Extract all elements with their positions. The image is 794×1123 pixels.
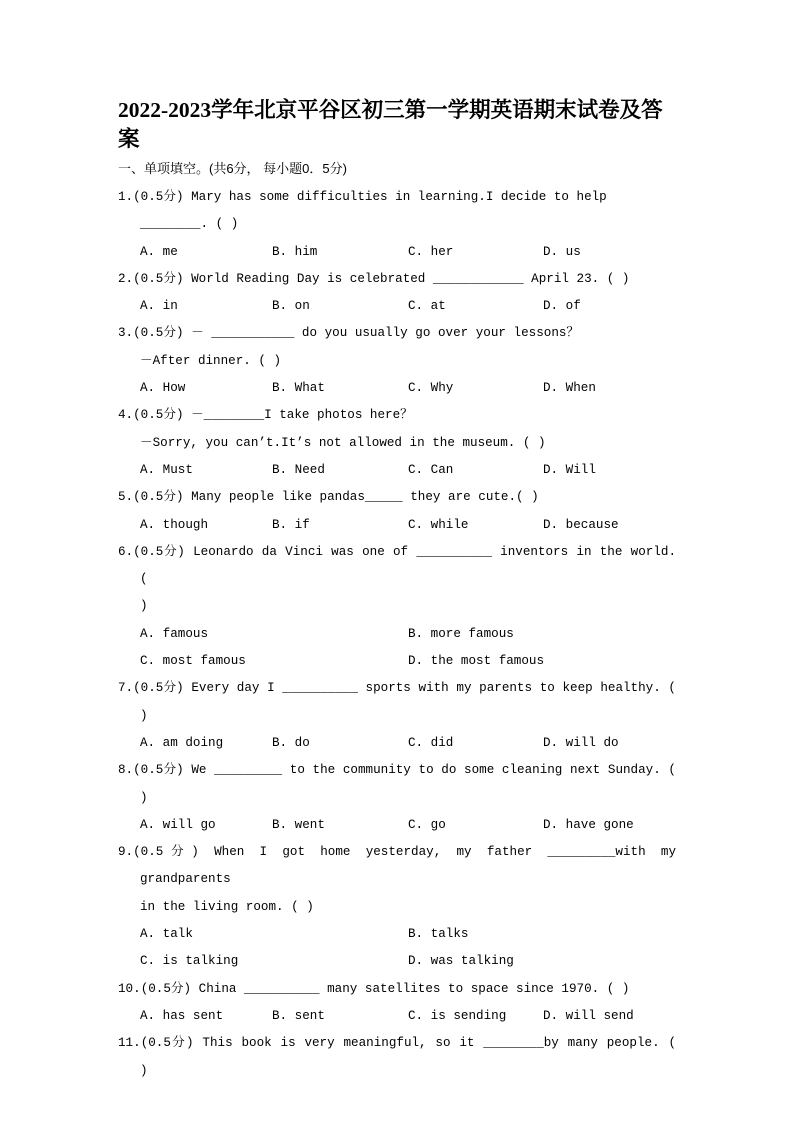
option-choice[interactable]: D. will do: [543, 735, 619, 750]
question-stem: [118, 839, 676, 894]
question-score: (0.5分): [133, 408, 184, 423]
option-choice[interactable]: C. at: [408, 299, 446, 314]
question-stem-continued: ________. ( ): [140, 217, 239, 232]
question-number: 8.: [118, 763, 134, 778]
option-choice[interactable]: C. is sending: [408, 1008, 507, 1023]
question-text: We _________ to the community to do some cleaning next Sunday. (: [191, 763, 676, 778]
question-text: Mary has some difficulties in learning.I decide to help: [191, 190, 607, 204]
question-stem-continued: ): [140, 1063, 148, 1078]
question-score: (0.5分): [133, 271, 184, 286]
option-row: [118, 921, 676, 948]
question-stem-continued: ): [140, 790, 148, 805]
question-score: (0.5分): [133, 681, 184, 696]
question-list: [118, 184, 676, 1085]
option-choice[interactable]: A. talk: [140, 927, 193, 942]
option-choice[interactable]: B. him: [272, 244, 318, 259]
option-row: [118, 512, 676, 539]
option-choice[interactable]: C. is talking: [140, 954, 239, 969]
question-4: [118, 402, 676, 484]
question-stem: [118, 320, 676, 347]
option-choice[interactable]: D. have gone: [543, 817, 634, 832]
option-choice[interactable]: B. went: [272, 817, 325, 832]
question-number: 2.: [118, 271, 134, 286]
option-choice[interactable]: B. What: [272, 381, 325, 396]
question-score: (0.5分): [140, 981, 192, 996]
question-text: This book is very meaningful, so it ________by many people. (: [202, 1036, 677, 1051]
option-row: [118, 812, 676, 839]
question-text: － ___________ do you usually go over your lessons？: [191, 326, 580, 341]
question-stem: [118, 1030, 676, 1057]
option-choice[interactable]: D. Will: [543, 462, 596, 477]
option-choice[interactable]: D. the most famous: [408, 654, 545, 669]
question-text: China __________ many satellites to space since 1970. ( ): [198, 981, 630, 996]
question-1: [118, 184, 676, 266]
question-number: 3.: [118, 326, 134, 341]
option-choice[interactable]: D. When: [543, 381, 596, 396]
option-choice[interactable]: C. most famous: [140, 654, 246, 669]
question-3: [118, 320, 676, 402]
question-number: 1.: [118, 190, 134, 204]
question-text: World Reading Day is celebrated ____________ April 23. ( ): [191, 271, 630, 286]
option-choice[interactable]: A. famous: [140, 626, 209, 641]
option-choice[interactable]: C. while: [408, 517, 469, 532]
question-number: 5.: [118, 490, 134, 505]
question-score: (0.5分): [133, 845, 199, 860]
section-heading: 一、单项填空。(共6分， 每小题0．5分): [118, 161, 347, 176]
option-choice[interactable]: A. in: [140, 299, 178, 314]
option-choice[interactable]: C. her: [408, 244, 454, 259]
option-row: [118, 375, 676, 402]
question-stem: [118, 402, 676, 429]
option-choice[interactable]: A. will go: [140, 817, 216, 832]
question-number: 6.: [118, 544, 134, 559]
question-number: 11.: [118, 1036, 141, 1051]
page-content: [118, 96, 676, 1085]
question-score: (0.5分): [133, 326, 184, 341]
option-choice[interactable]: C. Can: [408, 462, 454, 477]
question-stem: [118, 184, 676, 211]
option-choice[interactable]: C. did: [408, 735, 454, 750]
option-row: [118, 621, 676, 648]
page-title: 2022-2023学年北京平谷区初三第一学期英语期末试卷及答案: [118, 98, 663, 151]
question-text: When I got home yesterday, my father _________with my grandparents: [140, 845, 677, 887]
question-stem-continued: ): [140, 708, 148, 723]
option-choice[interactable]: C. Why: [408, 381, 454, 396]
question-score: (0.5分): [133, 190, 184, 204]
option-choice[interactable]: A. am doing: [140, 735, 224, 750]
option-choice[interactable]: A. Must: [140, 462, 193, 477]
option-choice[interactable]: B. more famous: [408, 626, 514, 641]
option-row: [118, 730, 676, 757]
question-score: (0.5分): [133, 490, 184, 505]
question-score: (0.5分): [133, 544, 185, 559]
option-row: [118, 239, 676, 266]
question-stem: [118, 266, 676, 293]
question-score: (0.5分): [140, 1036, 194, 1051]
question-text: Every day I __________ sports with my parents to keep healthy. (: [191, 681, 676, 696]
option-choice[interactable]: D. will send: [543, 1008, 634, 1023]
question-stem: [118, 539, 676, 594]
option-choice[interactable]: B. Need: [272, 462, 325, 477]
question-number: 7.: [118, 681, 134, 696]
question-9: [118, 839, 676, 975]
option-choice[interactable]: A. How: [140, 381, 186, 396]
option-choice[interactable]: B. sent: [272, 1008, 325, 1023]
option-row: [118, 457, 676, 484]
question-text: Leonardo da Vinci was one of __________ inventors in the world. (: [140, 544, 676, 587]
option-choice[interactable]: A. me: [140, 244, 178, 259]
question-8: [118, 757, 676, 839]
option-choice[interactable]: D. was talking: [408, 954, 514, 969]
question-score: (0.5分): [133, 763, 184, 778]
option-choice[interactable]: D. of: [543, 299, 581, 314]
option-choice[interactable]: C. go: [408, 817, 446, 832]
question-2: [118, 266, 676, 321]
option-row: [118, 648, 676, 675]
question-text: Many people like pandas_____ they are cute.( ): [191, 490, 539, 505]
question-text: －________I take photos here？: [191, 408, 413, 423]
question-6: [118, 539, 676, 675]
question-7: [118, 675, 676, 757]
option-choice[interactable]: B. do: [272, 735, 310, 750]
question-stem: [118, 484, 676, 511]
option-row: [118, 293, 676, 320]
question-stem-continued: －After dinner. ( ): [140, 353, 282, 368]
option-choice[interactable]: B. if: [272, 517, 310, 532]
question-number: 10.: [118, 981, 141, 996]
question-5: [118, 484, 676, 539]
option-choice[interactable]: D. us: [543, 244, 581, 259]
question-stem-continued: in the living room. ( ): [140, 899, 314, 914]
question-10: [118, 976, 676, 1031]
question-stem-continued: －Sorry, you can’t.It’s not allowed in the museum. ( ): [140, 435, 546, 450]
question-number: 9.: [118, 845, 134, 860]
option-choice[interactable]: D. because: [543, 517, 619, 532]
question-stem-continued: ): [140, 599, 148, 614]
option-choice[interactable]: B. on: [272, 299, 310, 314]
question-stem: [118, 976, 676, 1003]
question-number: 4.: [118, 408, 134, 423]
option-choice[interactable]: A. has sent: [140, 1008, 224, 1023]
question-11: [118, 1030, 676, 1085]
option-row: [118, 948, 676, 975]
option-row: [118, 1003, 676, 1030]
question-stem: [118, 675, 676, 702]
question-stem: [118, 757, 676, 784]
option-choice[interactable]: B. talks: [408, 927, 469, 942]
option-choice[interactable]: A. though: [140, 517, 209, 532]
